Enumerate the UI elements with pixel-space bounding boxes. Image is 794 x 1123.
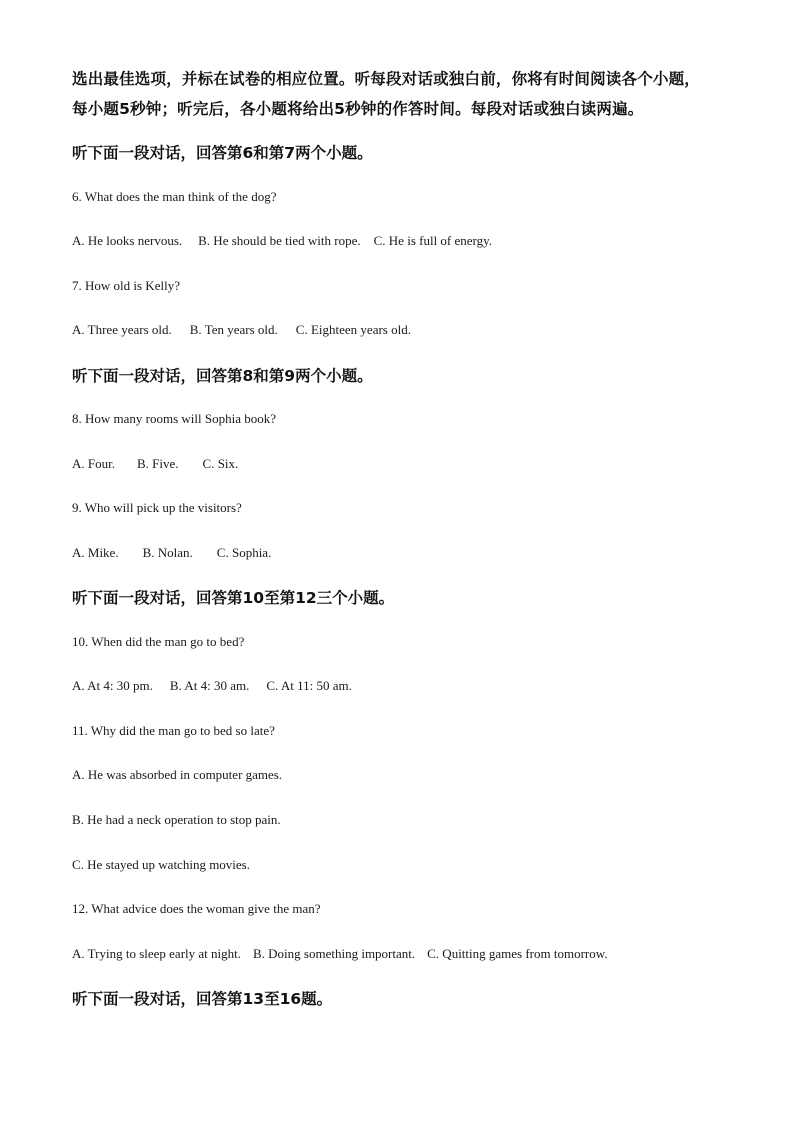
option-c: C. Quitting games from tomorrow. — [427, 946, 608, 961]
option-b: B. Ten years old. — [189, 322, 278, 337]
option-c: C. He is full of energy. — [373, 233, 493, 248]
option-b: B. Five. — [136, 456, 179, 471]
option-b: B. He should be tied with rope. — [198, 233, 361, 248]
question-10-options — [72, 677, 352, 695]
option-c: C. At 11: 50 am. — [266, 678, 352, 693]
option-a: A. Mike. — [72, 545, 119, 560]
question-11-option-a: A. He was absorbed in computer games. — [72, 767, 283, 782]
option-c: C. Eighteen years old. — [295, 322, 411, 337]
question-7: 7. How old is Kelly? — [72, 278, 180, 293]
option-a: A. Trying to sleep early at night. — [72, 946, 241, 961]
question-12: 12. What advice does the woman give the man? — [72, 901, 321, 916]
instructions-line-1: 选出最佳选项，并标在试卷的相应位置。听每段对话或独白前，你将有时间阅读各个小题， — [72, 70, 701, 88]
question-6-options — [72, 232, 492, 250]
section-heading: 听下面一段对话，回答第8和第9两个小题。 — [72, 367, 373, 385]
option-a: A. At 4: 30 pm. — [72, 678, 153, 693]
question-12-options — [72, 945, 608, 963]
option-b: B. Nolan. — [142, 545, 193, 560]
question-9-options — [72, 544, 271, 562]
section-heading: 听下面一段对话，回答第6和第7两个小题。 — [72, 144, 373, 162]
section-heading: 听下面一段对话，回答第13至16题。 — [72, 990, 333, 1008]
option-a: A. Three years old. — [72, 322, 172, 337]
option-b: B. Doing something important. — [253, 946, 416, 961]
question-8: 8. How many rooms will Sophia book? — [72, 411, 277, 426]
option-c: C. Sophia. — [216, 545, 272, 560]
section-heading: 听下面一段对话，回答第10至第12三个小题。 — [72, 589, 395, 607]
question-10: 10. When did the man go to bed? — [72, 634, 245, 649]
question-11-option-c: C. He stayed up watching movies. — [72, 857, 250, 872]
question-11-option-b: B. He had a neck operation to stop pain. — [72, 812, 281, 827]
instructions — [72, 64, 732, 124]
question-9: 9. Who will pick up the visitors? — [72, 500, 242, 515]
option-a: A. Four. — [72, 456, 115, 471]
option-b: B. At 4: 30 am. — [169, 678, 250, 693]
instructions-line-2: 每小题5秒钟；听完后，各小题将给出5秒钟的作答时间。每段对话或独白读两遍。 — [72, 100, 644, 118]
question-11: 11. Why did the man go to bed so late? — [72, 723, 275, 738]
option-a: A. He looks nervous. — [72, 233, 183, 248]
question-6: 6. What does the man think of the dog? — [72, 189, 277, 204]
option-c: C. Six. — [202, 456, 239, 471]
question-8-options — [72, 455, 238, 473]
question-7-options — [72, 321, 411, 339]
